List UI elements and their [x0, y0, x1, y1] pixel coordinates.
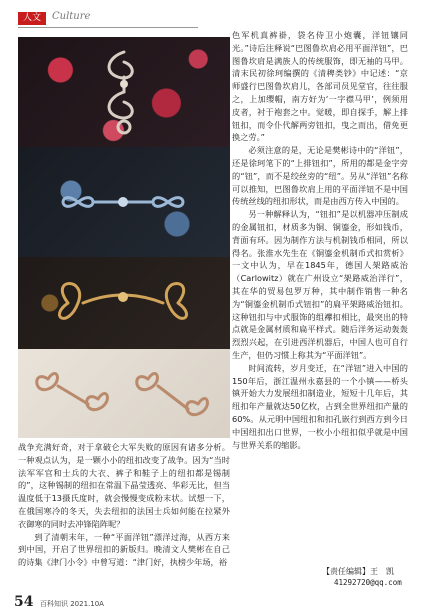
article-column-right: [232, 29, 408, 451]
editor-email: 41292720@qq.com: [334, 578, 402, 587]
photo-frog-buttons-beige-knots: [18, 349, 230, 438]
page-number: 54: [14, 594, 34, 610]
paragraph: 到了清朝末年，一种“平面洋钮”漂洋过海，从西方来到中国，开启了世界纽扣的新版归。晚清文人樊彬在自己的诗集《津门小令》中曾写道：“津门好，执榜少年场，裕: [18, 531, 230, 568]
paragraph: 另一种解释认为，“钮扣”是以机器冲压制成的金属钮扣，材质多为铜、铜鎏金，形如钱币，背面有环。因为制作方法与机制钱币相同，所以得名。张淮水先生在《铜鎏金机制币式扣赏析》一文中认为，早在1845年，德国人架路威治（Carlowitz）就在广州设立“架路威治洋行”，其在华的贸易包罗万种，其中制作销售一种名为“铜鎏金机制币式钮扣”的扁平架路威治钮扣。这种钮扣与中式服饰的组襻扣相比，最突出的特点就是金属材质和扁平样式。随后洋务运动轰轰烈烈兴起，在引进西洋机器后，中国人也可自行生产，但仍习惯上称其为“平面洋钮”。: [232, 209, 408, 360]
photo-frog-buttons-gold-ornate: [18, 257, 230, 349]
paragraph: 必须注意的是，无论是樊彬诗中的“洋钮”，还是徐珂笔下的“上排钮扣”，所用的都是金字旁的“钮”，而不是绞丝旁的“纽”。另从“洋钮”名称可以推知，巴图鲁坎肩上用的平面洋钮不是中国传统丝线的纽扣形状，而是由西方传入中国的。: [232, 145, 408, 207]
section-title: Culture: [52, 11, 91, 22]
editor-credit: 【责任编辑】王 凯: [322, 567, 394, 576]
magazine-issue: 百科知识 2021.10A: [40, 600, 104, 608]
paragraph: 时间流转，岁月变迁，在“洋钮”进入中国的150年后，浙江温州永嘉县的一个小镇——桥头镇开始大力发展纽扣制造业，短短十几年后，其纽扣年产量就达50亿枚，占到全世界纽扣产量的60%。从元明中国纽扣和扣孔嵌行到西方到今日中国纽扣出口世界，一枚小小纽扣似乎就是中国与世界关系的缩影。: [232, 362, 408, 450]
photo-frog-buttons-red-floral: [18, 37, 230, 147]
section-tag: 人文: [18, 12, 46, 25]
article-column-left: [18, 441, 230, 569]
header-rule: [18, 27, 198, 28]
paragraph: 色军机真裤褂，袋名侍卫小炮囊，洋钮镶同光。”诗后注释说“巴图鲁坎肩必用平面洋钮”，巴图鲁坎肩是满族人的传统服饰，即无袖的马甲。清末民初徐珂编撰的《清稗类钞》中记述：“京师盛行巴图鲁坎肩儿，各部司员见堂官，往往服之，上加缨帽，南方好为‘一字襟马甲’，例须用皮者，衬于袍套之中。觉暖，即自探手，解上排钮扣，而令仆代解两旁钮扣，曳之而出，借免更换之劳。”: [232, 30, 408, 143]
paragraph: 战争充满好奇，对于拿破仑大军失败的原因有诸多分析。一种观点认为，是一颗小小的纽扣改变了战争。因为“当时法军军官和士兵的大衣、裤子和鞋子上的纽扣都是锡制的”，这种锡制的纽扣在常温下晶莹透亮、华彩无比，但当温度低于13摄氏度时，就会慢慢变成粉末状。试想一下，在俄国寒冷的冬天，失去纽扣的法国士兵如何能在拉紧外衣御寒的同时去冲锋陷阵呢？: [18, 442, 230, 529]
photo-frog-buttons-blue-brocade: [18, 147, 230, 257]
photo-collage: [18, 37, 230, 438]
